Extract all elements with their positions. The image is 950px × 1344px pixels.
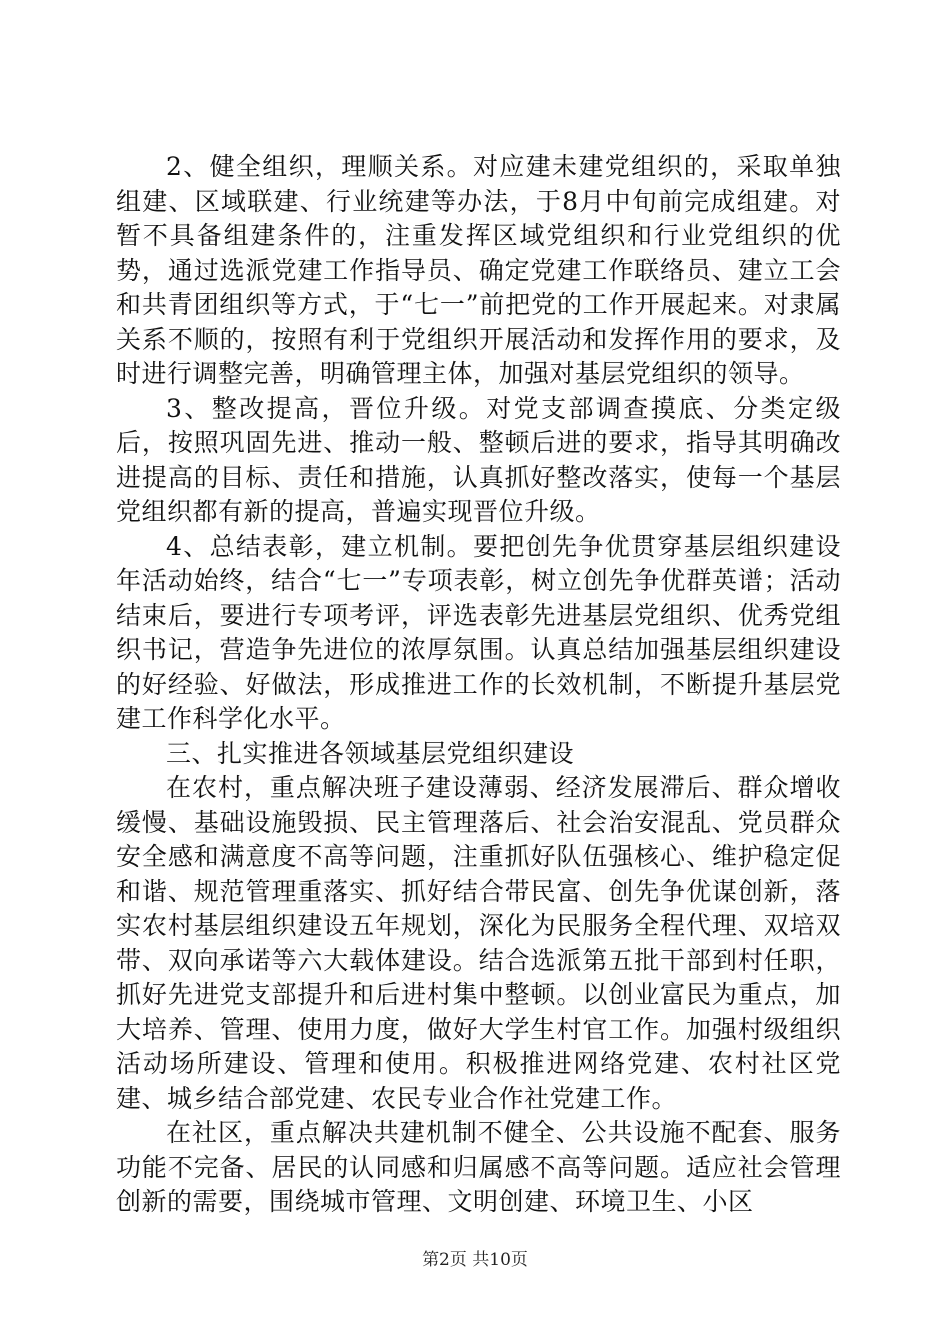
page-footer: 第2页 共10页 bbox=[422, 1250, 528, 1270]
paragraph-3: 3、整改提高，晋位升级。对党支部调查摸底、分类定级后，按照巩固先进、推动一般、整顿后进的要求，指导其明确改进提高的目标、责任和措施，认真抓好整改落实，使每一个基层党组织都有新的提高，普遍实现晋位升级。 bbox=[116, 393, 841, 526]
document-body bbox=[116, 150, 841, 1220]
paragraph-community: 在社区，重点解决共建机制不健全、公共设施不配套、服务功能不完备、居民的认同感和归属感不高等问题。适应社会管理创新的需要，围绕城市管理、文明创建、环境卫生、小区 bbox=[116, 1118, 841, 1216]
paragraph-4: 4、总结表彰，建立机制。要把创先争优贯穿基层组织建设年活动始终，结合“七一”专项表彰，树立创先争优群英谱；活动结束后，要进行专项考评，评选表彰先进基层党组织、优秀党组织书记，营造争先进位的浓厚氛围。认真总结加强基层组织建设的好经验、好做法，形成推进工作的长效机制，不断提升基层党建工作科学化水平。 bbox=[116, 531, 841, 733]
section-heading: 三、扎实推进各领域基层党组织建设 bbox=[166, 738, 575, 768]
paragraph-2: 2、健全组织，理顺关系。对应建未建党组织的，采取单独组建、区域联建、行业统建等办法，于8月中旬前完成组建。对暂不具备组建条件的，注重发挥区域党组织和行业党组织的优势，通过选派党建工作指导员、确定党建工作联络员、建立工会和共青团组织等方式，于“七一”前把党的工作开展起来。对隶属关系不顺的，按照有利于党组织开展活动和发挥作用的要求，及时进行调整完善，明确管理主体，加强对基层党组织的领导。 bbox=[116, 152, 841, 388]
paragraph-rural: 在农村，重点解决班子建设薄弱、经济发展滞后、群众增收缓慢、基础设施毁损、民主管理落后、社会治安混乱、党员群众安全感和满意度不高等问题，注重抓好队伍强核心、维护稳定促和谐、规范管理重落实、抓好结合带民富、创先争优谋创新，落实农村基层组织建设五年规划，深化为民服务全程代理、双培双带、双向承诺等六大载体建设。结合选派第五批干部到村任职，抓好先进党支部提升和后进村集中整顿。以创业富民为重点，加大培养、管理、使用力度，做好大学生村官工作。加强村级组织活动场所建设、管理和使用。积极推进网络党建、农村社区党建、城乡结合部党建、农民专业合作社党建工作。 bbox=[116, 773, 841, 1113]
